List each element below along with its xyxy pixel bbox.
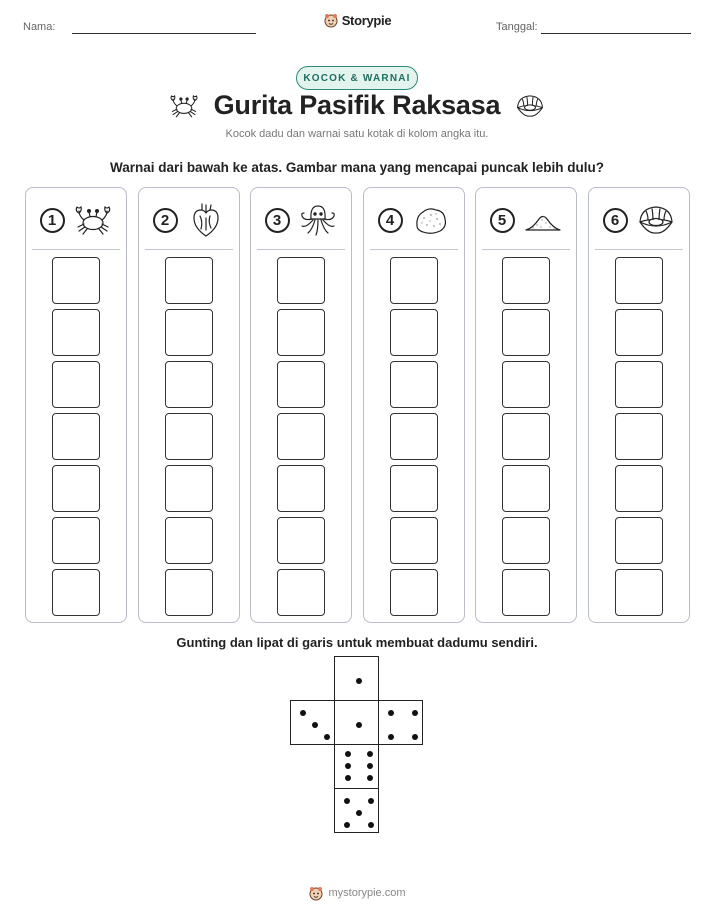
die-pip [356,810,362,816]
coloring-box[interactable] [615,309,663,356]
coloring-box[interactable] [390,413,438,460]
title-row [0,90,714,121]
octopus-icon [298,202,338,238]
column-number: 1 [40,208,65,233]
coloring-box[interactable] [52,361,100,408]
coloring-box[interactable] [165,517,213,564]
coloring-box[interactable] [165,413,213,460]
column-2 [138,187,240,623]
coloring-box[interactable] [52,257,100,304]
crab-icon [73,202,113,238]
column-divider [257,249,345,250]
coloring-box[interactable] [52,465,100,512]
coloring-box[interactable] [277,517,325,564]
coloring-box[interactable] [502,517,550,564]
storypie-logo-icon [323,12,339,28]
coloring-box[interactable] [277,465,325,512]
die-pip [312,722,318,728]
coloring-box[interactable] [615,517,663,564]
coloring-box[interactable] [502,361,550,408]
coloring-box[interactable] [390,257,438,304]
crab-icon [168,92,200,120]
coloring-box[interactable] [277,413,325,460]
die-face [334,788,379,833]
die-face [334,656,379,701]
coloring-box[interactable] [502,413,550,460]
column-header [251,201,351,239]
coloring-box[interactable] [165,361,213,408]
column-header [364,201,464,239]
die-pip [324,734,330,740]
coloring-box[interactable] [165,569,213,616]
coloring-box[interactable] [165,309,213,356]
column-number: 6 [603,208,628,233]
column-divider [370,249,458,250]
column-3 [250,187,352,623]
column-header [139,201,239,239]
column-divider [32,249,120,250]
coloring-box[interactable] [52,413,100,460]
die-face [290,700,335,745]
die-pip [344,798,350,804]
die-pip [412,710,418,716]
sand-icon [523,202,563,238]
die-pip [300,710,306,716]
coloring-box[interactable] [277,257,325,304]
column-header [589,201,689,239]
column-number: 3 [265,208,290,233]
page-title: Gurita Pasifik Raksasa [213,90,501,120]
column-6 [588,187,690,623]
die-face [334,744,379,789]
activity-badge: KOCOK & WARNAI [296,66,418,90]
die-face [378,700,423,745]
die-pip [367,751,373,757]
coloring-box[interactable] [390,569,438,616]
die-pip [345,763,351,769]
die-pip [345,751,351,757]
column-divider [145,249,233,250]
coloring-box[interactable] [502,257,550,304]
clam-icon [514,92,546,120]
column-divider [595,249,683,250]
coloring-box[interactable] [615,413,663,460]
coloring-box[interactable] [502,309,550,356]
column-4 [363,187,465,623]
die-face [334,700,379,745]
coloring-box[interactable] [165,465,213,512]
coloring-box[interactable] [277,569,325,616]
name-line [72,33,256,34]
coloring-box[interactable] [390,465,438,512]
die-pip [388,710,394,716]
date-label: Tanggal: [496,21,538,33]
coloring-box[interactable] [165,257,213,304]
coloring-box[interactable] [52,569,100,616]
brand-name: Storypie [341,12,392,28]
coloring-box[interactable] [277,361,325,408]
die-pip [367,775,373,781]
coloring-box[interactable] [615,361,663,408]
column-number: 2 [153,208,178,233]
heart-icon [186,202,226,238]
coloring-box[interactable] [52,517,100,564]
die-pip [368,822,374,828]
footer [0,885,714,901]
die-pip [356,678,362,684]
coloring-box[interactable] [615,569,663,616]
coloring-columns [25,187,689,623]
name-label: Nama: [23,21,56,33]
coloring-box[interactable] [615,257,663,304]
coloring-box[interactable] [52,309,100,356]
die-pip [356,722,362,728]
column-divider [482,249,570,250]
column-header [476,201,576,239]
coloring-box[interactable] [390,517,438,564]
coloring-box[interactable] [502,465,550,512]
coloring-box[interactable] [390,309,438,356]
instruction: Warnai dari bawah ke atas. Gambar mana yang mencapai puncak lebih dulu? [110,160,604,175]
subtitle: Kocok dadu dan warnai satu kotak di kolom angka itu. [225,128,489,140]
storypie-logo-icon [308,885,324,901]
cut-instruction: Gunting dan lipat di garis untuk membuat dadumu sendiri. [176,635,538,650]
coloring-box[interactable] [390,361,438,408]
column-number: 5 [490,208,515,233]
die-pip [368,798,374,804]
date-line [541,33,691,34]
footer-url: mystorypie.com [328,887,406,899]
rock-icon [411,202,451,238]
column-number: 4 [378,208,403,233]
clam-icon [636,202,676,238]
coloring-box[interactable] [277,309,325,356]
die-pip [412,734,418,740]
coloring-box[interactable] [502,569,550,616]
die-pip [344,822,350,828]
column-1 [25,187,127,623]
die-pip [367,763,373,769]
die-pip [388,734,394,740]
coloring-box[interactable] [615,465,663,512]
die-pip [345,775,351,781]
column-5 [475,187,577,623]
column-header [26,201,126,239]
brand [0,12,714,28]
